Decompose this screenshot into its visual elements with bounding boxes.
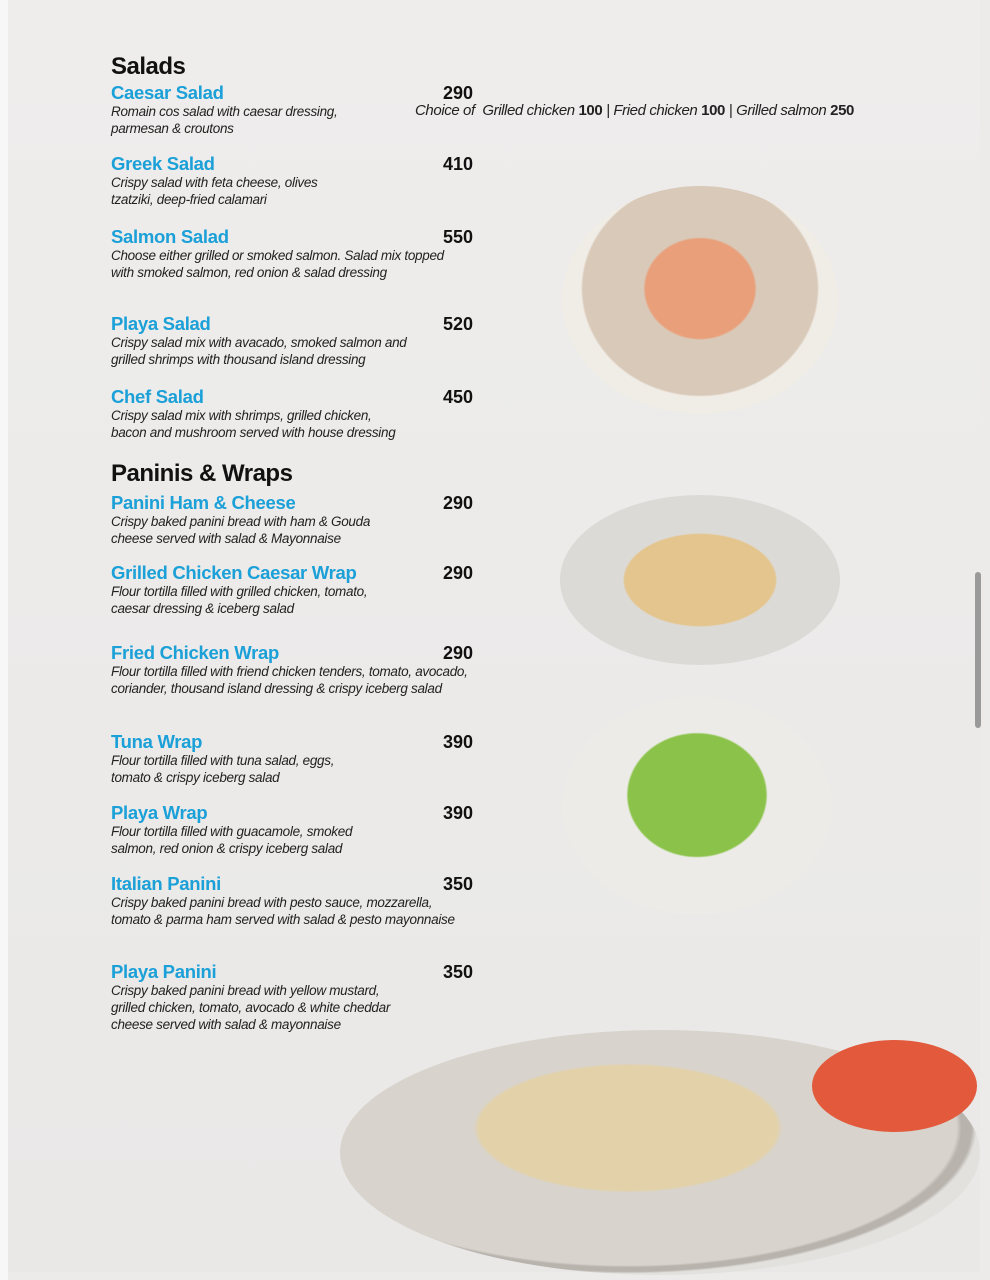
item-price: 410	[443, 154, 474, 174]
item-name: Salmon Salad	[111, 226, 229, 247]
menu-item	[111, 732, 481, 786]
item-name: Caesar Salad	[111, 82, 224, 103]
item-name: Italian Panini	[111, 873, 221, 894]
menu-item	[111, 227, 481, 281]
item-price: 290	[443, 563, 474, 583]
addon-prefix: Choice of	[415, 102, 475, 119]
menu-item	[111, 493, 481, 547]
item-name: Greek Salad	[111, 153, 215, 174]
menu-item	[111, 314, 481, 368]
item-description: Crispy baked panini bread with yellow mustard, grilled chicken, tomato, avocado & white cheddar cheese served with salad & mayonnaise	[111, 983, 391, 1032]
menu-item	[111, 803, 481, 857]
menu-item	[111, 962, 481, 1033]
item-name: Playa Wrap	[111, 802, 208, 823]
tomato-slice	[812, 1040, 977, 1132]
item-description: Crispy salad with feta cheese, olives tzatziki, deep-fried calamari	[111, 175, 318, 207]
item-description: Choose either grilled or smoked salmon. Salad mix topped with smoked salmon, red onion & salad dressing	[111, 248, 444, 280]
item-description: Crispy baked panini bread with ham & Gouda cheese served with salad & Mayonnaise	[111, 514, 371, 546]
item-price: 350	[443, 874, 474, 894]
item-price: 350	[443, 962, 474, 982]
item-price: 290	[443, 493, 474, 513]
item-price: 450	[443, 387, 474, 407]
item-name: Grilled Chicken Caesar Wrap	[111, 562, 357, 583]
item-description: Flour tortilla filled with grilled chicken, tomato, caesar dressing & iceberg salad	[111, 584, 368, 616]
item-description: Flour tortilla filled with tuna salad, eggs, tomato & crispy iceberg salad	[111, 753, 335, 785]
item-description: Crispy baked panini bread with pesto sauce, mozzarella, tomato & parma ham served with salad & pesto mayonnaise	[111, 895, 455, 927]
item-description: Flour tortilla filled with friend chicken tenders, tomato, avocado, coriander, thousand island dressing & crispy iceberg salad	[111, 664, 468, 696]
item-name: Playa Salad	[111, 313, 211, 334]
menu-item	[111, 874, 481, 928]
item-price: 390	[443, 803, 474, 823]
menu-item	[111, 387, 481, 441]
item-price: 550	[443, 227, 474, 247]
addon-label: Fried chicken	[613, 102, 698, 119]
addon-price: 250	[830, 102, 854, 119]
addon-price: 100	[701, 102, 725, 119]
panini-photo	[560, 495, 840, 665]
item-description: Flour tortilla filled with guacamole, smoked salmon, red onion & crispy iceberg salad	[111, 824, 353, 856]
item-price: 290	[443, 83, 474, 103]
item-name: Panini Ham & Cheese	[111, 492, 296, 513]
addon-price: 100	[578, 102, 603, 119]
section-title: Paninis & Wraps	[111, 460, 293, 487]
separator: |	[728, 102, 733, 119]
menu-item	[111, 563, 481, 617]
item-name: Fried Chicken Wrap	[111, 642, 279, 663]
caesar-salad-photo	[562, 697, 832, 915]
addon-label: Grilled salmon	[736, 102, 827, 119]
item-price: 390	[443, 732, 474, 752]
item-description: Crispy salad mix with avacado, smoked salmon and grilled shrimps with thousand island dressing	[111, 335, 407, 367]
item-name: Tuna Wrap	[111, 731, 203, 752]
item-price: 520	[443, 314, 474, 334]
item-description: Crispy salad mix with shrimps, grilled chicken, bacon and mushroom served with house dressing	[111, 408, 396, 440]
menu-item	[111, 154, 481, 208]
section-title: Salads	[111, 53, 186, 80]
caesar-addons	[415, 102, 854, 119]
salmon-salad-photo	[562, 186, 838, 414]
separator: |	[606, 102, 610, 119]
page-edge	[0, 0, 8, 1280]
item-name: Chef Salad	[111, 386, 204, 407]
menu-item	[111, 643, 481, 697]
scrollbar-thumb[interactable]	[975, 572, 981, 728]
addon-label: Grilled chicken	[482, 102, 575, 119]
item-description: Romain cos salad with caesar dressing, parmesan & croutons	[111, 104, 338, 136]
item-name: Playa Panini	[111, 961, 217, 982]
item-price: 290	[443, 643, 474, 663]
